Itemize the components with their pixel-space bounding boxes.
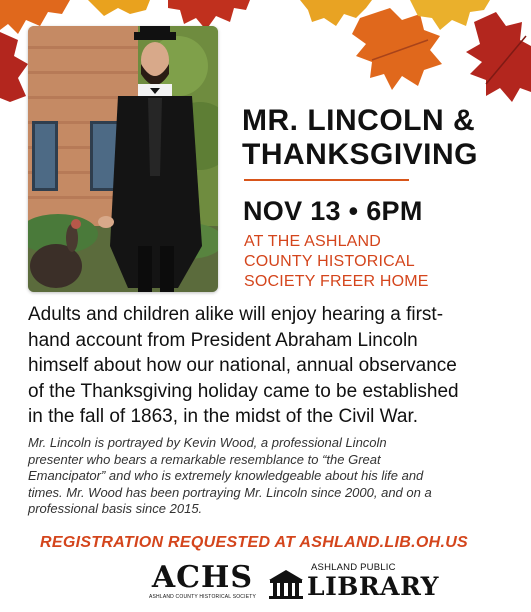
library-logo-big-text: LIBRARY [307,572,439,601]
event-description-line-5: in the fall of 1863, in the midst of the Civil War. [28,406,419,427]
registration-notice: REGISTRATION REQUESTED AT ASHLAND.LIB.OH.US [40,534,469,551]
presenter-bio-line-3: Emancipator” and who is extremely knowledgeable about his life and [28,468,424,483]
achs-logo-letters: ACHS [151,560,254,595]
event-datetime: NOV 13 • 6PM [243,196,423,226]
event-title [242,104,517,172]
event-title-line-1: MR. LINCOLN & [242,104,476,137]
event-location-line-2: COUNTY HISTORICAL [244,253,415,270]
leaf-top-right-gold [300,0,372,26]
sponsor-logos [145,560,439,606]
leaf-right-orange [352,8,442,90]
event-title-line-2: THANKSGIVING [242,138,479,171]
event-description-line-2: hand account from President Abraham Lincoln [28,329,418,351]
achs-logo-subtitle: ASHLAND COUNTY HISTORICAL SOCIETY [148,594,257,600]
presenter-bio-line-2: presenter who bears a remarkable resemblance to “the Great [28,451,381,467]
presenter-bio-line-1: Mr. Lincoln is portrayed by Kevin Wood, a professional Lincoln [28,435,387,450]
event-location-line-3: SOCIETY FREER HOME [244,273,429,290]
event-location [244,232,504,292]
presenter-bio-line-5: professional basis since 2015. [28,501,203,516]
lincoln-photo [28,26,218,292]
event-description [28,302,513,430]
library-logo [267,560,439,606]
title-divider [244,179,409,181]
library-logo-small-text: ASHLAND PUBLIC [311,562,396,573]
presenter-bio-line-4: times. Mr. Wood has been portraying Mr. Lincoln since 2000, and on a [28,484,432,500]
presenter-bio [28,435,513,518]
achs-logo [145,562,260,604]
event-description-line-3: himself about how our national, annual observance [28,355,457,376]
event-description-line-4: of the Thanksgiving holiday came to be established [28,380,459,402]
leaf-top-right-gold-2 [410,0,490,30]
event-description-line-1: Adults and children alike will enjoy hearing a first- [28,304,444,325]
leaf-left-red [0,32,28,102]
leaf-far-right-red [466,12,531,102]
library-building-icon [267,568,305,600]
leaf-top-gold [88,0,150,16]
lincoln-portrait-image [28,26,218,292]
event-location-line-1: AT THE ASHLAND [244,233,382,250]
